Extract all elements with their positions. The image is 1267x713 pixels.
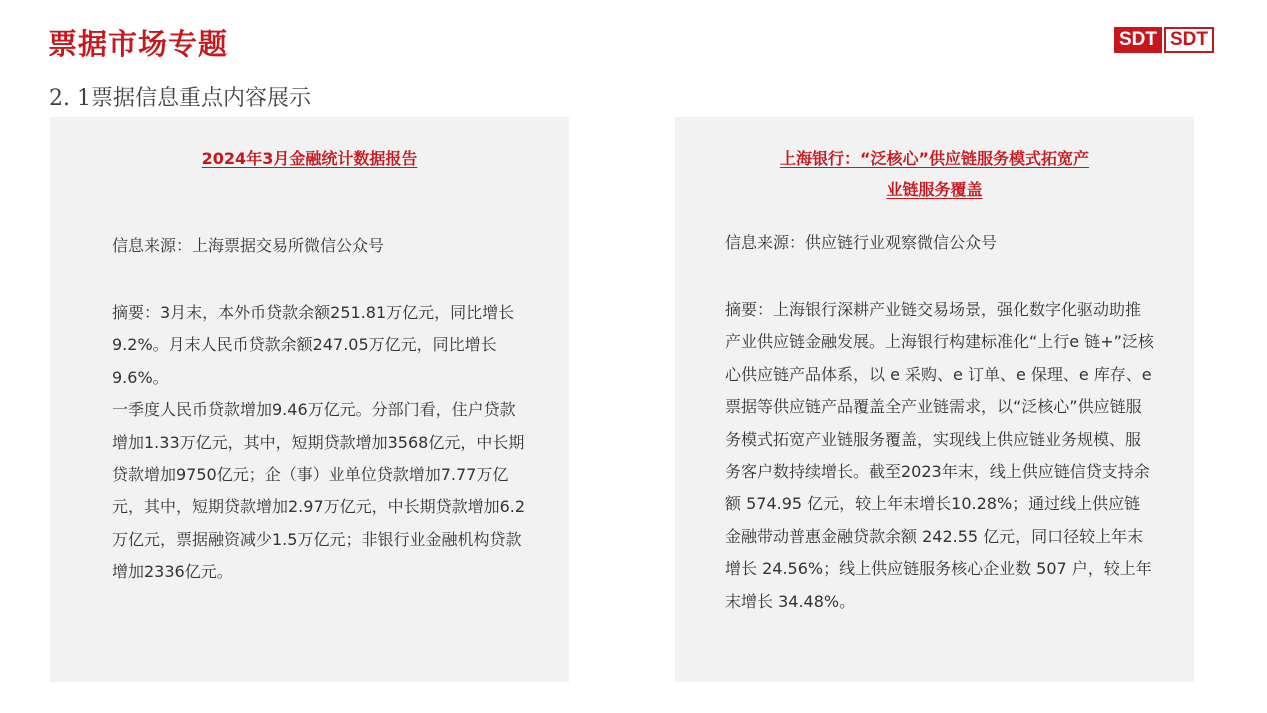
card-title [715,143,1154,205]
summary-paragraph: 一季度人民币贷款增加9.46万亿元。分部门看，住户贷款增加1.33万亿元，其中，短期贷款增加3568亿元，中长期贷款增加9750亿元；企（事）业单位贷款增加7.77万亿元，其中，短期贷款增加2.97万亿元，中长期贷款增加6.2万亿元，票据融资减少1.5万亿元；非银行业金融机构贷款增加2336亿元。 [112,400,526,582]
summary-paragraph: 摘要：上海银行深耕产业链交易场景，强化数字化驱动助推产业供应链金融发展。上海银行构建标准化“上行e 链+”泛核心供应链产品体系，以 e 采购、e 订单、e 保理、e 库存、e 票据等供应链产品覆盖全产业链需求，以“泛核心”供应链服务模式拓宽产业链服务覆盖，实现线上供应链业务规模、服务客户数持续增长。截至2023年末，线上供应链信贷支持余额 574.95 亿元，较上年末增长10.28%；通过线上供应链金融带动普惠金融贷款余额 242.55 亿元，同口径较上年末增长 24.56%；线上供应链服务核心企业数 507 户，较上年末增长 34.48%。 [725,300,1154,611]
card-summary [112,297,527,589]
card-title-line: 业链服务覆盖 [886,180,983,199]
summary-paragraph: 摘要：3月末，本外币贷款余额251.81万亿元，同比增长9.2%。月末人民币贷款余额247.05万亿元，同比增长9.6%。 [112,303,515,387]
card-title-line: 2024年3月金融统计数据报告 [201,149,418,168]
card-title-line: 上海银行：“泛核心”供应链服务模式拓宽产 [779,149,1090,168]
news-card-left [50,117,569,682]
logo-solid-text: SDT [1114,27,1162,53]
card-source: 信息来源：上海票据交易所微信公众号 [112,236,385,255]
card-source: 信息来源：供应链行业观察微信公众号 [725,233,998,252]
card-summary [725,294,1155,618]
section-subtitle: 2. 1票据信息重点内容展示 [49,86,311,111]
logo-outline-text: SDT [1164,27,1214,53]
sdt-logo [1114,27,1214,53]
page-title: 票据市场专题 [48,27,229,61]
news-card-right [675,117,1194,682]
card-title [90,143,529,174]
